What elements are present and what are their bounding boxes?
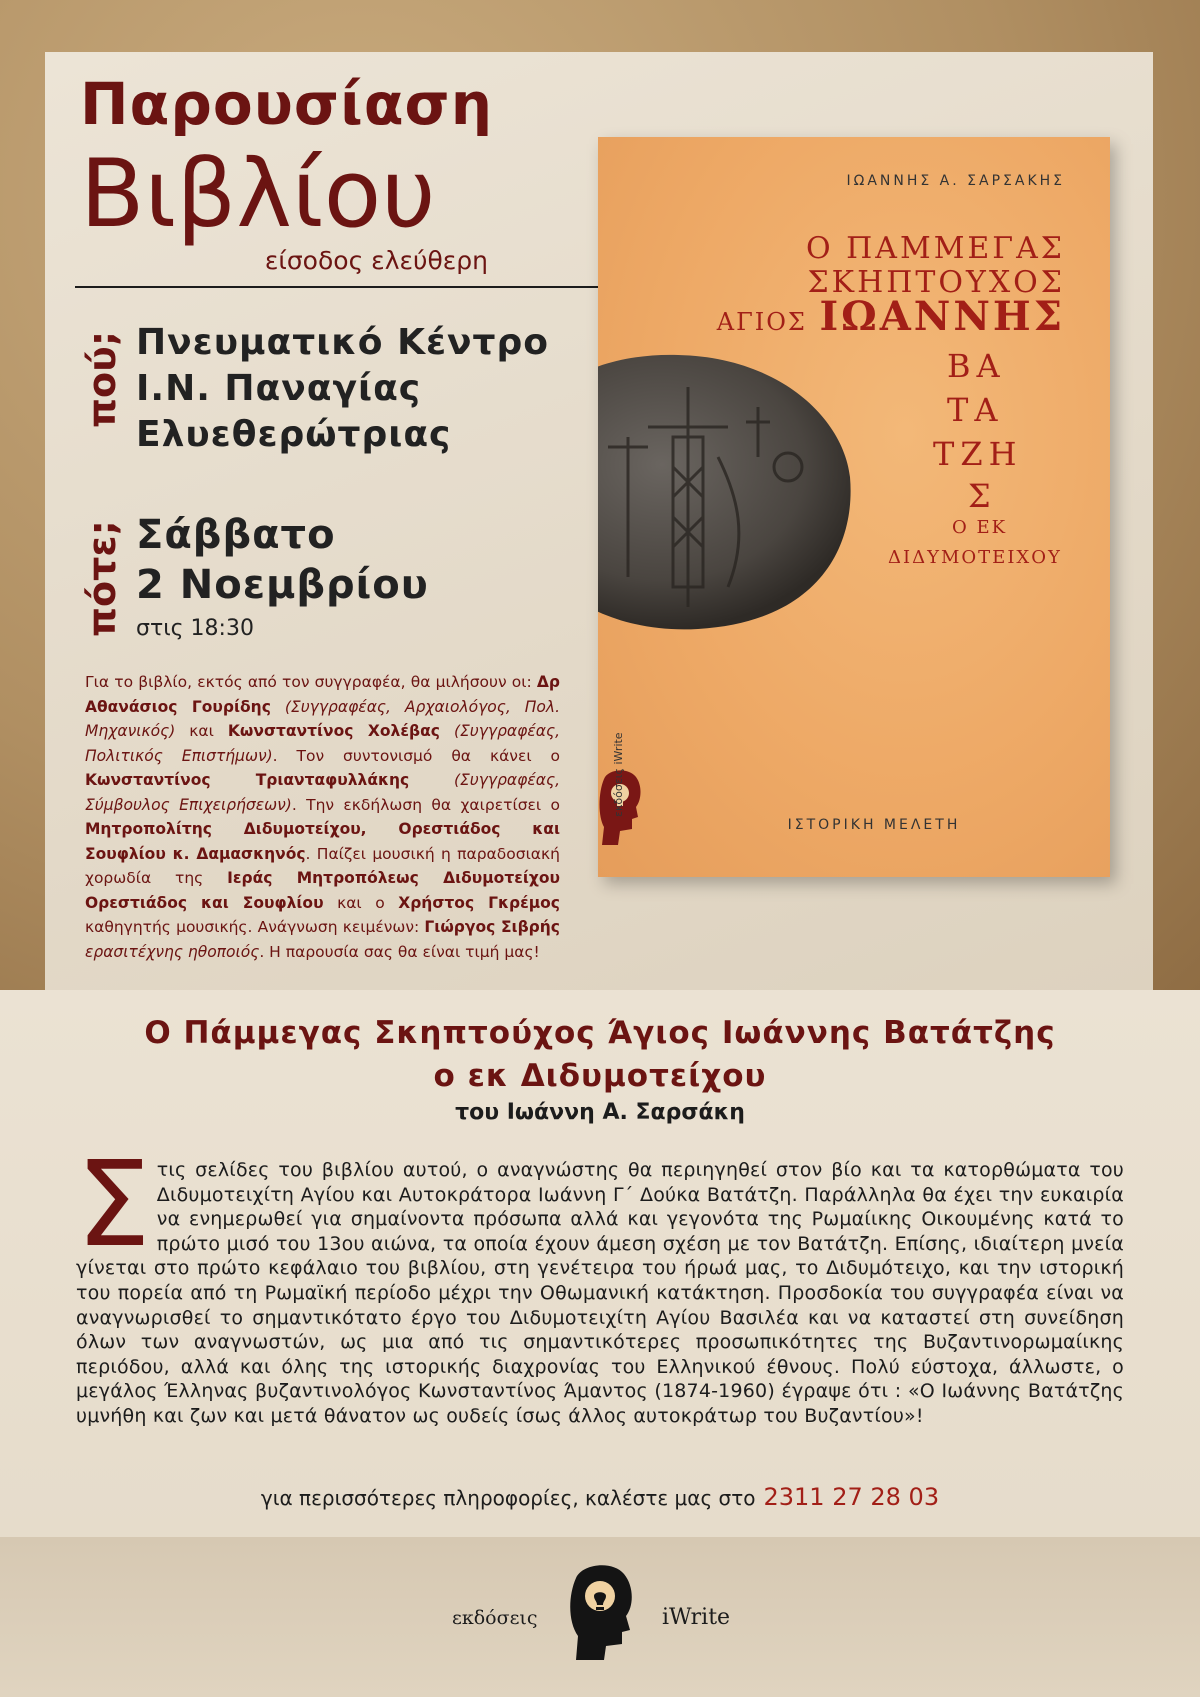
cover-syllable: ΤΖΗ (933, 435, 1023, 473)
venue (136, 320, 549, 458)
text: . Η παρουσία σας θα είναι τιμή μας! (259, 942, 540, 961)
event-date (136, 510, 429, 610)
cover-syllable: ΤΑ (947, 391, 1004, 429)
speaker-name: Κωνσταντίνος Τριανταφυλλάκης (85, 771, 410, 789)
text: καθηγητής μουσικής. Ανάγνωση κειμένων: (85, 918, 425, 936)
publisher-label-right: iWrite (662, 1605, 731, 1630)
text: . Παίζει μουσική η παραδοσιακή χορωδία της (85, 844, 560, 887)
event-time: στις 18:30 (136, 616, 254, 641)
cover-title-line: Ο ΠΑΜΜΕΓΑΣ (806, 231, 1065, 266)
text: και ο (323, 893, 399, 912)
speakers-paragraph (85, 670, 560, 964)
date-line: Σάββατο (136, 512, 336, 558)
speaker-role: (Συγγραφέας, Αρχαιολόγος, Πολ. Μηχανικός) (85, 697, 561, 740)
speaker-name: Δρ Αθανάσιος Γουρίδης (85, 673, 560, 716)
cover-author: ΙΩΑΝΝΗΣ Α. ΣΑΡΣΑΚΗΣ (846, 173, 1065, 189)
speaker-name: Ιεράς Μητροπόλεως Διδυμοτείχου Ορεστιάδος και Σουφλίου (85, 869, 560, 912)
venue-line: Ελυεθερώτριας (136, 414, 452, 455)
cover-title (717, 232, 1065, 339)
byzantine-seal-icon (598, 347, 858, 637)
contact-line (0, 1483, 1200, 1511)
when-label: πότε; (80, 520, 124, 637)
cover-subtitle: ΔΙΔΥΜΟΤΕΙΧΟΥ (888, 547, 1062, 568)
text: . Την εκδήλωση θα χαιρετίσει ο (291, 795, 560, 814)
book-description (76, 1135, 1124, 1429)
book-title (0, 1012, 1200, 1098)
title-book: Βιβλίου (80, 140, 436, 249)
speaker-role: ερασιτέχνης ηθοποιός (85, 942, 260, 961)
speaker-name: Χρήστος Γκρέμος (398, 893, 560, 912)
cover-title-line: ΣΚΗΠΤΟΥΧΟΣ (807, 265, 1065, 300)
speaker-role: (Συγγραφέας, Σύμβουλος Επιχειρήσεων) (85, 771, 560, 814)
cover-agios: ΑΓΙΟΣ (716, 308, 807, 336)
book-author: του Ιωάννη Α. Σαρσάκη (455, 1100, 745, 1125)
header-divider (75, 286, 600, 288)
cover-syllable: ΒΑ (947, 347, 1006, 385)
book-cover (598, 137, 1110, 877)
cover-name: ΙΩΑΝΝΗΣ (819, 293, 1065, 340)
book-title-line: Ο Πάμμεγας Σκηπτούχος Άγιος Ιωάννης Βατάτζης (144, 1015, 1056, 1051)
head-lightbulb-icon (566, 1560, 638, 1660)
cover-subtitle: Ο ΕΚ (952, 517, 1008, 538)
free-entry-note: είσοδος ελεύθερη (264, 246, 488, 275)
cover-footer: ΙΣΤΟΡΙΚΗ ΜΕΛΕΤΗ (787, 817, 961, 833)
cover-publisher: εκδόσεις iWrite (612, 732, 625, 817)
description-text: τις σελίδες του βιβλίου αυτού, ο αναγνώστης θα περιηγηθεί στον βίο και τα κατορθώματα του Διδυμοτειχίτη Αγίου και Αυτοκράτορα Ιωάννη Γ΄ Δούκα Βατάτζη. Παράλληλα θα έχει την ευκαιρία να ενημερωθεί για σημαίνοντα πρόσωπα αλλά και γεγονότα της Ρωμαίικης Οικουμένης κατά το πρώτο μισό του 13ου αιώνα, τα οποία έχουν άμεση σχέση με τον Βατάτζη. Επίσης, ιδιαίτερη μνεία γίνεται στο πρώτο κεφάλαιο του βιβλίου, στη γενέτειρα του ήρωά μας, το Διδυμότειχο, και την ιστορική του πορεία από τη Ρωμαϊκή περίοδο μέχρι την Οθωμανική κατάκτηση. Προσδοκία του συγγραφέα είναι να αναγνωρισθεί το σημαντικότατο έργο του Διδυμοτειχίτη Αγίου Βασιλέα και να καταστεί στη συνείδηση όλων των αναγνωστών, ως μια από τις σημαντικότερες προσωπικότητες της Βυζαντινορωμαίικης περιόδου, αλλά και όλης της ιστορικής διαχρονίας του Ελληνικού έθνους. Πολύ εύστοχα, άλλωστε, ο μεγάλος Έλληνας βυζαντινολόγος Κωνσταντίνος Άμαντος (1874-1960) έγραψε ότι : «Ο Ιωάννης Βατάτζης υμνήθη και ζων και μετά θάνατον ως ουδείς ίσως άλλος αυτοκράτωρ του Βυζαντίου»! (76, 1159, 1124, 1427)
cover-syllable: Σ (968, 477, 997, 515)
drop-cap: Σ (76, 1135, 151, 1273)
text: Για το βιβλίο, εκτός από τον συγγραφέα, θα μιλήσουν οι: (85, 673, 537, 691)
book-title-line: ο εκ Διδυμοτείχου (433, 1058, 767, 1094)
speaker-role: (Συγγραφέας, Πολιτικός Επιστήμων) (85, 722, 560, 765)
venue-line: Ι.Ν. Παναγίας (136, 368, 422, 409)
date-line: 2 Νοεμβρίου (136, 562, 429, 608)
speaker-name: Γιώργος Σιβρής (424, 918, 560, 936)
text: . Τον συντονισμό θα κάνει ο (272, 746, 560, 765)
phone-number[interactable]: 2311 27 28 03 (763, 1483, 940, 1511)
venue-line: Πνευματικό Κέντρο (136, 322, 549, 363)
contact-text: για περισσότερες πληροφορίες, καλέστε μας στο (260, 1486, 756, 1510)
speaker-name: Μητροπολίτης Διδυμοτείχου, Ορεστιάδος και Σουφλίου κ. Δαμασκηνός (85, 820, 560, 863)
text: και (175, 722, 228, 740)
where-label: πού; (80, 330, 124, 428)
publisher-label-left: εκδόσεις (452, 1607, 538, 1629)
speaker-name: Κωνσταντίνος Χολέβας (227, 722, 440, 740)
title-presentation: Παρουσίαση (80, 70, 493, 138)
